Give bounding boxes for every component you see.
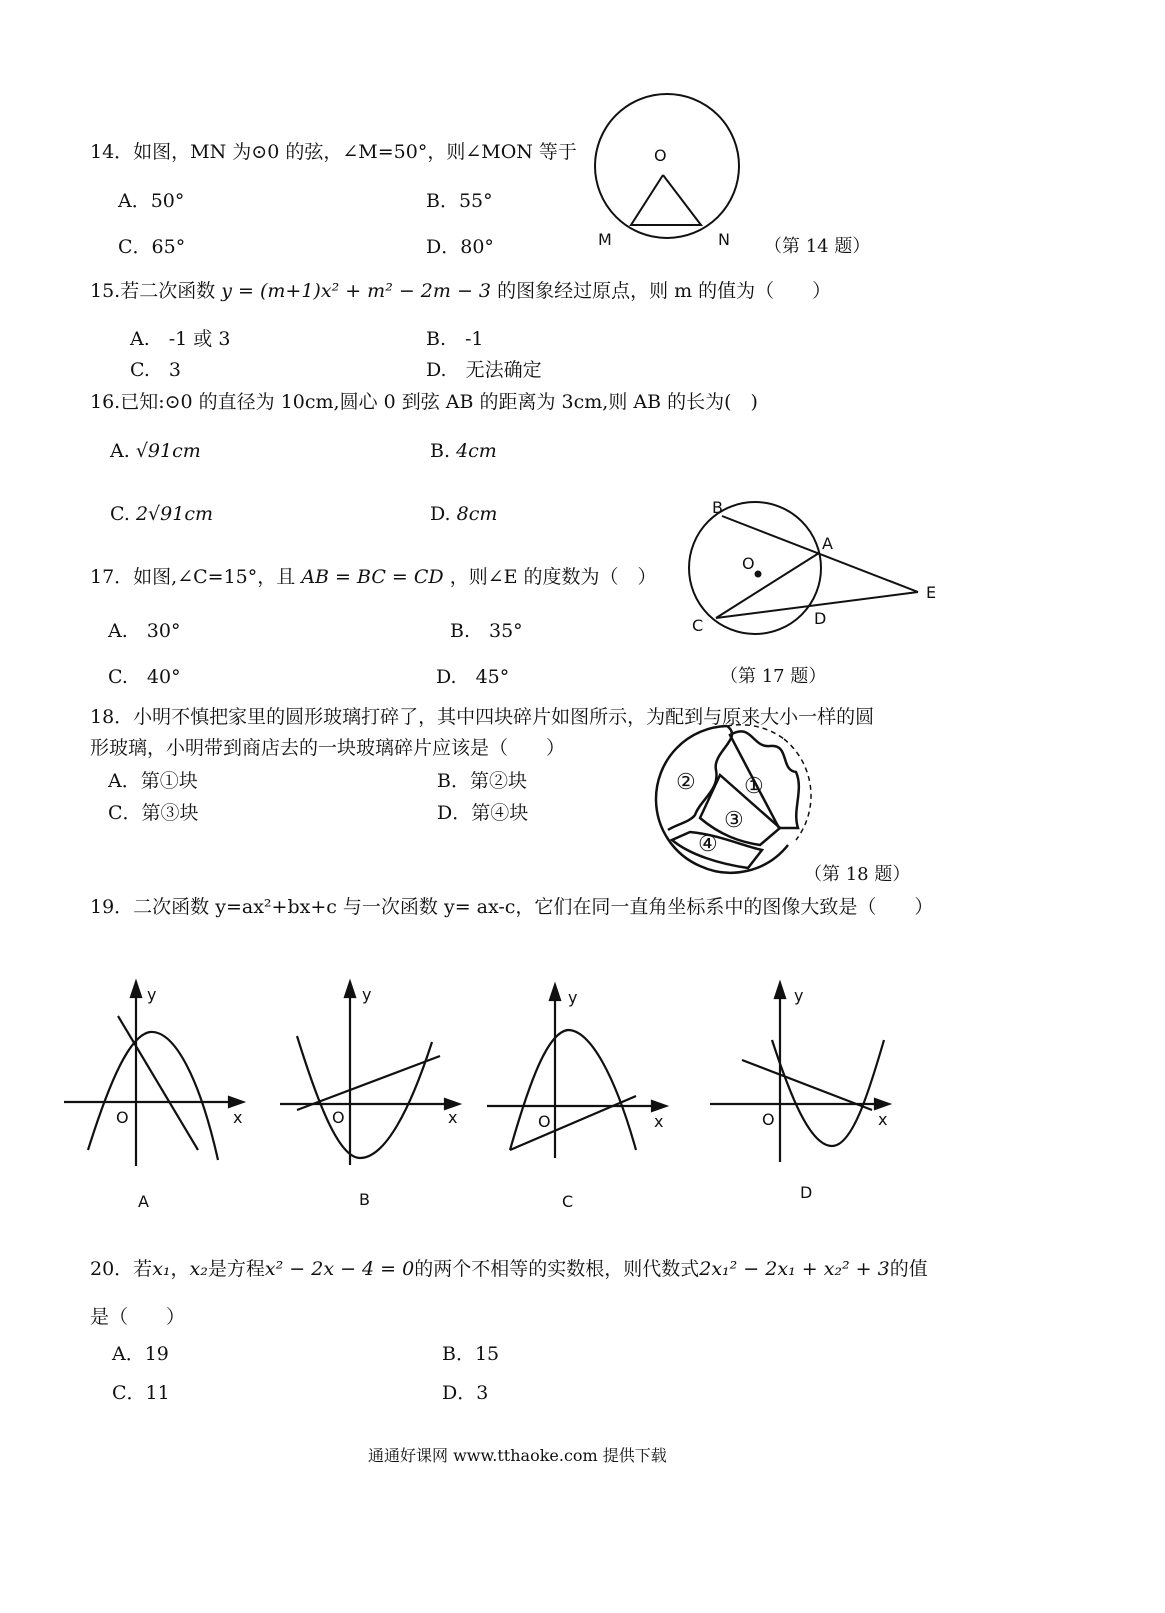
q14-option-c: C．65°: [118, 236, 186, 258]
q19-a-o: O: [116, 1108, 129, 1127]
q19-d-label: D: [800, 1183, 813, 1202]
q18-piece-1: ①: [744, 774, 764, 799]
q17-label-b: B: [712, 498, 723, 517]
q15-pre: 15.若二次函数: [90, 280, 216, 302]
q17-circle: [689, 498, 821, 634]
q17-stem: [90, 568, 657, 587]
q14-caption: （第 14 题）: [764, 236, 871, 257]
q20-option-d: D．3: [442, 1382, 489, 1404]
q19-b-x: x: [448, 1108, 458, 1127]
q16-option-a: [110, 442, 201, 461]
q18-option-d: D．第④块: [437, 802, 529, 824]
q18-option-c: C．第③块: [108, 802, 199, 824]
q16-option-c: [110, 505, 213, 524]
q16-a-value: √91cm: [135, 440, 201, 462]
q19-b-label: B: [359, 1190, 370, 1209]
q15-option-a: A. -1 或 3: [130, 328, 231, 350]
q17-label-o: O: [742, 554, 755, 573]
q17-line-ca: [716, 553, 819, 618]
q20-x2: x₂: [189, 1258, 208, 1280]
q16-c-prefix: C.: [110, 503, 130, 525]
q16-option-b: [430, 442, 497, 461]
q19-graph-b: [280, 982, 459, 1165]
q20-option-c: C．11: [112, 1382, 170, 1404]
q20-line2: 是（ ）: [90, 1306, 186, 1328]
q18-option-b: B．第②块: [437, 770, 527, 792]
q20-option-b: B．15: [442, 1343, 500, 1365]
q15-stem: [90, 282, 831, 301]
q20-expression: 2x₁² − 2x₁ + x₂² + 3: [699, 1258, 890, 1280]
q19-graph-a: [64, 982, 243, 1166]
q14-option-a: A．50°: [118, 190, 185, 212]
q16-b-value: 4cm: [456, 440, 497, 462]
q20-equation: x² − 2x − 4 = 0: [264, 1258, 415, 1280]
q19-d-x: x: [878, 1110, 888, 1129]
q15-option-d: D. 无法确定: [426, 359, 542, 381]
q14-triangle: [631, 175, 701, 225]
q17-option-b: B. 35°: [450, 620, 523, 642]
q18-piece-4: ④: [698, 832, 718, 857]
q19-c-x: x: [654, 1112, 664, 1131]
q16-option-d: [430, 505, 497, 524]
q19-a-label: A: [138, 1192, 149, 1211]
q19-d-y: y: [794, 986, 804, 1005]
q16-c-value: 2√91cm: [135, 503, 213, 525]
q15-formula: y = (m+1)x² + m² − 2m − 3: [221, 280, 492, 302]
q19-c-o: O: [538, 1112, 551, 1131]
q17-option-a: A. 30°: [108, 620, 181, 642]
q17-formula: AB = BC = CD: [301, 566, 444, 588]
q18-figure: [656, 725, 811, 873]
q19-b-y: y: [362, 985, 372, 1004]
q20-mid2: 是方程: [207, 1258, 265, 1280]
q20-option-a: A．19: [112, 1343, 169, 1365]
q18-piece-2: ②: [676, 770, 696, 795]
q19-b-o: O: [332, 1108, 345, 1127]
q17-option-d: D. 45°: [436, 666, 510, 688]
footer-source: 通通好课网 www.tthaoke.com 提供下载: [368, 1446, 667, 1465]
q15-post: 的图象经过原点，则 m 的值为（ ）: [497, 280, 832, 302]
q17-label-a: A: [822, 534, 833, 553]
q19-stem: 19．二次函数 y=ax²+bx+c 与一次函数 y= ax-c，它们在同一直角坐标系中的图像大致是（ ）: [90, 896, 934, 918]
q18-arc-solid: [656, 726, 788, 873]
q17-label-d: D: [814, 609, 827, 628]
q14-label-n: N: [718, 230, 730, 249]
q18-line2: 形玻璃，小明带到商店去的一块玻璃碎片应该是（ ）: [90, 737, 566, 759]
q14-option-b: B．55°: [426, 190, 493, 212]
q18-line1: 18．小明不慎把家里的圆形玻璃打碎了，其中四块碎片如图所示，为配到与原来大小一样的圆: [90, 706, 875, 728]
q14-figure: [595, 94, 739, 238]
q20-mid3: 的两个不相等的实数根，则代数式: [414, 1258, 700, 1280]
q14-stem: 14．如图，MN 为⊙0 的弦，∠M=50°，则∠MON 等于: [90, 141, 577, 163]
q14-label-o: O: [654, 146, 667, 165]
q16-d-value: 8cm: [456, 503, 498, 525]
q17-post: ，则∠E 的度数为（ ）: [449, 566, 657, 588]
q16-d-prefix: D.: [430, 503, 451, 525]
q17-option-c: C. 40°: [108, 666, 181, 688]
q19-graph-c: [487, 985, 666, 1158]
q20-mid1: ，: [170, 1258, 190, 1280]
q19-c-label: C: [562, 1192, 574, 1211]
q16-a-prefix: A.: [110, 440, 130, 462]
q20-pre: 20．若: [90, 1258, 153, 1280]
q20-stem: [90, 1260, 928, 1279]
q16-b-prefix: B.: [430, 440, 451, 462]
q17-center-dot: [755, 571, 762, 578]
q18-caption: （第 18 题）: [804, 864, 911, 885]
q17-pre: 17．如图,∠C=15°，且: [90, 566, 296, 588]
q16-stem: 16.已知:⊙0 的直径为 10cm,圆心 0 到弦 AB 的距离为 3cm,则 AB 的长为( ): [90, 391, 758, 413]
q14-circle: [595, 94, 739, 238]
q17-caption: （第 17 题）: [720, 666, 827, 687]
q20-x1: x₁: [152, 1258, 171, 1280]
q15-option-c: C. 3: [130, 359, 181, 381]
q19-c-y: y: [568, 988, 578, 1007]
q19-a-x: x: [233, 1108, 243, 1127]
q18-option-a: A．第①块: [108, 770, 198, 792]
q17-label-c: C: [692, 616, 704, 635]
q15-option-b: B. -1: [426, 328, 484, 350]
q17-figure: [689, 498, 918, 634]
q14-option-d: D．80°: [426, 236, 494, 258]
q17-label-e: E: [926, 583, 937, 602]
q19-a-y: y: [147, 985, 157, 1004]
q20-post: 的值: [889, 1258, 928, 1280]
q18-piece-3: ③: [724, 808, 744, 833]
q19-graph-d: [710, 983, 889, 1162]
q14-label-m: M: [598, 230, 612, 249]
q19-d-o: O: [762, 1110, 775, 1129]
